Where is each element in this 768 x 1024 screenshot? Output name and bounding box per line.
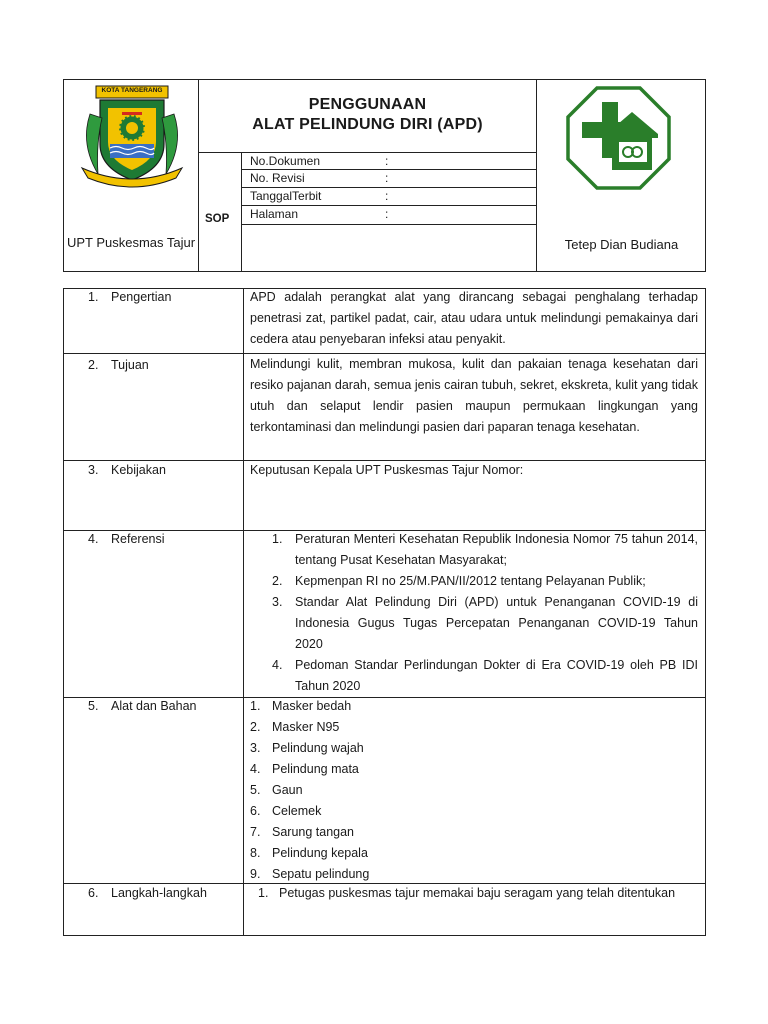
list-item-number: 5.	[250, 783, 261, 797]
list-item-number: 9.	[250, 867, 261, 881]
emblem-banner-text: KOTA TANGERANG	[101, 87, 163, 94]
list-item	[250, 717, 690, 738]
list-item	[272, 571, 698, 592]
list-item	[272, 592, 698, 655]
meta-colon: :	[385, 154, 389, 168]
list-item	[250, 696, 690, 717]
section-number: 2.	[88, 358, 99, 372]
list-item-text: Pelindung kepala	[272, 846, 368, 860]
meta-colon: :	[385, 189, 389, 203]
list-item-number: 1.	[250, 699, 261, 713]
list-item-number: 7.	[250, 825, 261, 839]
list-item-number: 4.	[250, 762, 261, 776]
meta-line-4	[241, 224, 536, 225]
list-item	[250, 843, 690, 864]
list-item-number: 4.	[272, 658, 283, 672]
list-item-text: Celemek	[272, 804, 322, 818]
content-column-divider	[243, 288, 244, 936]
list-item	[272, 529, 698, 571]
section-label-alat-dan-bahan: Alat dan Bahan	[111, 699, 197, 713]
meta-colon: :	[385, 171, 389, 185]
list-item	[250, 780, 690, 801]
sop-divider	[241, 152, 242, 272]
meta-row-no-revisi	[250, 170, 530, 186]
list-item-text: Petugas puskesmas tajur memakai baju seragam yang telah ditentukan	[279, 886, 676, 900]
list-item-text: Pelindung mata	[272, 762, 359, 776]
city-emblem-icon	[76, 84, 188, 190]
list-item-text: Gaun	[272, 783, 303, 797]
section-number: 1.	[88, 290, 99, 304]
head-name: Tetep Dian Budiana	[564, 237, 679, 252]
meta-colon: :	[385, 207, 389, 221]
section-number: 6.	[88, 886, 99, 900]
section-text-kebijakan: Keputusan Kepala UPT Puskesmas Tajur Nomor:	[250, 463, 524, 477]
list-item	[272, 655, 698, 697]
document-title-line1: PENGGUNAAN	[308, 96, 427, 113]
list-item-number: 1.	[258, 886, 269, 900]
meta-row-no-dokumen	[250, 153, 530, 169]
list-item-number: 3.	[272, 595, 283, 609]
meta-label: TanggalTerbit	[250, 189, 322, 203]
list-item-text: Pedoman Standar Perlindungan Dokter di Era COVID-19 oleh PB IDI Tahun 2020	[295, 658, 698, 693]
section-label-langkah-langkah: Langkah-langkah	[111, 886, 207, 900]
list-item	[250, 738, 690, 759]
section-label-referensi: Referensi	[111, 532, 165, 546]
list-item	[250, 759, 690, 780]
section-number: 3.	[88, 463, 99, 477]
list-item-number: 2.	[250, 720, 261, 734]
section-text-tujuan: Melindungi kulit, membran mukosa, kulit dan pakaian tenaga kesehatan dari resiko pajanan darah, semua jenis cairan tubuh, sekret, ekskreta, kulit yang tidak utuh dan selaput lendir pasien maupun permukaan lingkungan yang terkontaminasi dan melindungi pasien dari paparan tenaga kesehatan.	[250, 357, 698, 434]
list-item-text: Kepmenpan RI no 25/M.PAN/II/2012 tentang Pelayanan Publik;	[295, 574, 646, 588]
section-number: 5.	[88, 699, 99, 713]
list-item-text: Pelindung wajah	[272, 741, 364, 755]
meta-row-halaman	[250, 206, 530, 222]
list-item-text: Masker N95	[272, 720, 340, 734]
list-item-number: 3.	[250, 741, 261, 755]
section-label-kebijakan: Kebijakan	[111, 463, 166, 477]
list-item-number: 1.	[272, 532, 283, 546]
unit-name: UPT Puskesmas Tajur	[66, 235, 196, 250]
meta-label: No.Dokumen	[250, 154, 321, 168]
list-item-text: Standar Alat Pelindung Diri (APD) untuk Penanganan COVID-19 di Indonesia Gugus Tugas Percepatan Penanganan COVID-19 Tahun 2020	[295, 595, 698, 651]
sop-label: SOP	[205, 213, 230, 225]
puskesmas-logo-icon	[566, 86, 671, 190]
section-number: 4.	[88, 532, 99, 546]
list-item	[250, 822, 690, 843]
list-item	[250, 801, 690, 822]
list-item-text: Masker bedah	[272, 699, 352, 713]
list-item-text: Sepatu pelindung	[272, 867, 370, 881]
section-text-pengertian: APD adalah perangkat alat yang dirancang sebagai penghalang terhadap penetrasi zat, partikel padat, cair, atau udara untuk melindungi pemakainya dari cedera atau penyebaran infeksi atau penyakit.	[250, 290, 698, 346]
list-item-number: 2.	[272, 574, 283, 588]
referensi-list	[272, 529, 698, 697]
list-item-number: 8.	[250, 846, 261, 860]
list-item-number: 6.	[250, 804, 261, 818]
list-item-text: Sarung tangan	[272, 825, 355, 839]
alat-bahan-list	[250, 696, 690, 885]
document-title-line2: ALAT PELINDUNG DIRI (APD)	[252, 116, 483, 133]
list-item-text: Peraturan Menteri Kesehatan Republik Indonesia Nomor 75 tahun 2014, tentang Pusat Kesehatan Masyarakat;	[295, 532, 698, 567]
section-label-pengertian: Pengertian	[111, 290, 172, 304]
section-label-tujuan: Tujuan	[111, 358, 149, 372]
langkah-list	[258, 883, 698, 904]
list-item	[258, 883, 698, 904]
list-item	[250, 864, 690, 885]
meta-row-tanggal-terbit	[250, 188, 530, 204]
meta-label: No. Revisi	[250, 171, 305, 185]
meta-label: Halaman	[250, 207, 299, 221]
